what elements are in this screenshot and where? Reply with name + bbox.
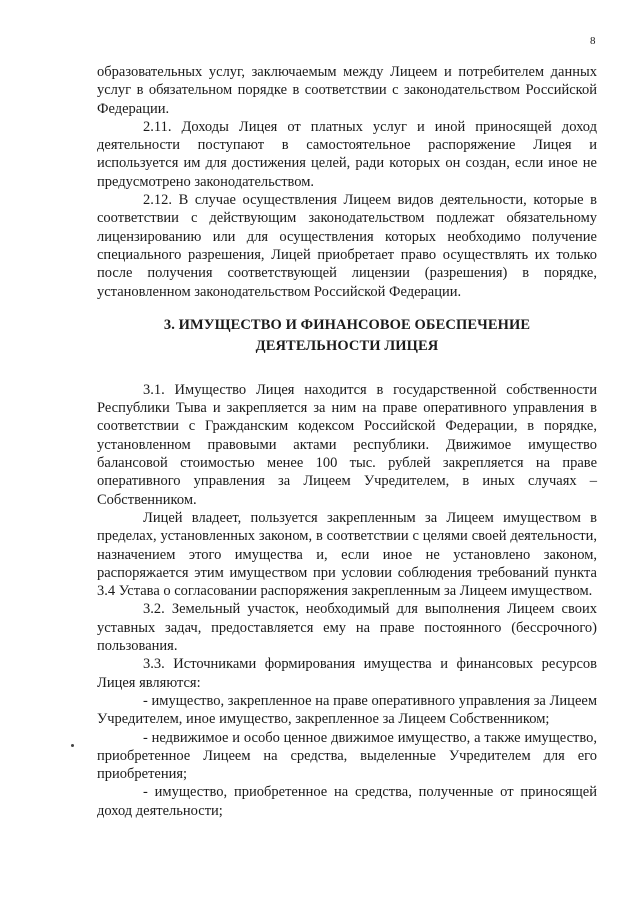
- paragraph-3-1: 3.1. Имущество Лицея находится в государственной собственности Республики Тыва и закрепляется за ним на праве оперативного управления в соответствии с Гражданским кодексом Российской Федерации, в порядке, установленном правовыми актами республики. Движимое имущество балансовой стоимостью менее 100 тыс. рублей закрепляется на праве оперативного управления за Лицеем Учредителем, в иных случаях – Собственником.: [97, 381, 597, 508]
- section-heading-line-2: ДЕЯТЕЛЬНОСТИ ЛИЦЕЯ: [255, 337, 439, 354]
- paragraph-2-12: 2.12. В случае осуществления Лицеем видов деятельности, которые в соответствии с действующим законодательством подлежат обязательному лицензированию или для осуществления которых необходимо получение специального разрешения, Лицей приобретает право осуществлять их только после получения соответствующей лицензии (разрешения) в порядке, установленном законодательством Российской Федерации.: [97, 192, 597, 300]
- paragraph-2-11: 2.11. Доходы Лицея от платных услуг и иной приносящей доход деятельности поступают в самостоятельное распоряжение Лицея и используется им для достижения целей, ради которых он создан, если иное не предусмотрено законодательством.: [97, 118, 597, 190]
- page-number: 8: [590, 35, 596, 47]
- section-heading: [97, 315, 597, 357]
- paragraph-3-3: 3.3. Источниками формирования имущества и финансовых ресурсов Лицея являются:: [97, 656, 597, 691]
- document-body: [97, 63, 597, 820]
- paragraph-3-2: 3.2. Земельный участок, необходимый для выполнения Лицеем своих уставных задач, предоставляется ему на праве постоянного (бессрочного) пользования.: [97, 601, 597, 655]
- paragraph-3-1-ownership: Лицей владеет, пользуется закрепленным за Лицеем имуществом в пределах, установленных законом, в соответствии с целями своей деятельности, назначением этого имущества и, если иное не установлено законом, распоряжается этим имуществом при условии соблюдения требований пункта 3.4 Устава о согласовании распоряжения закрепленным за Лицеем имуществом.: [97, 509, 597, 600]
- scan-mark: [71, 744, 74, 747]
- section-heading-line-1: 3. ИМУЩЕСТВО И ФИНАНСОВОЕ ОБЕСПЕЧЕНИЕ: [163, 316, 531, 333]
- paragraph-continuation: образовательных услуг, заключаемым между Лицеем и потребителем данных услуг в обязательном порядке в соответствии с законодательством Российской Федерации.: [97, 64, 597, 117]
- list-item-1: - имущество, закрепленное на праве оперативного управления за Лицеем Учредителем, иное имущество, закрепленное за Лицеем Собственником;: [97, 692, 597, 728]
- list-item-3: - имущество, приобретенное на средства, полученные от приносящей доход деятельности;: [97, 784, 597, 819]
- list-item-2: - недвижимое и особо ценное движимое имущество, а также имущество, приобретенное Лицеем на средства, выделенные Учредителем для его приобретения;: [97, 729, 597, 783]
